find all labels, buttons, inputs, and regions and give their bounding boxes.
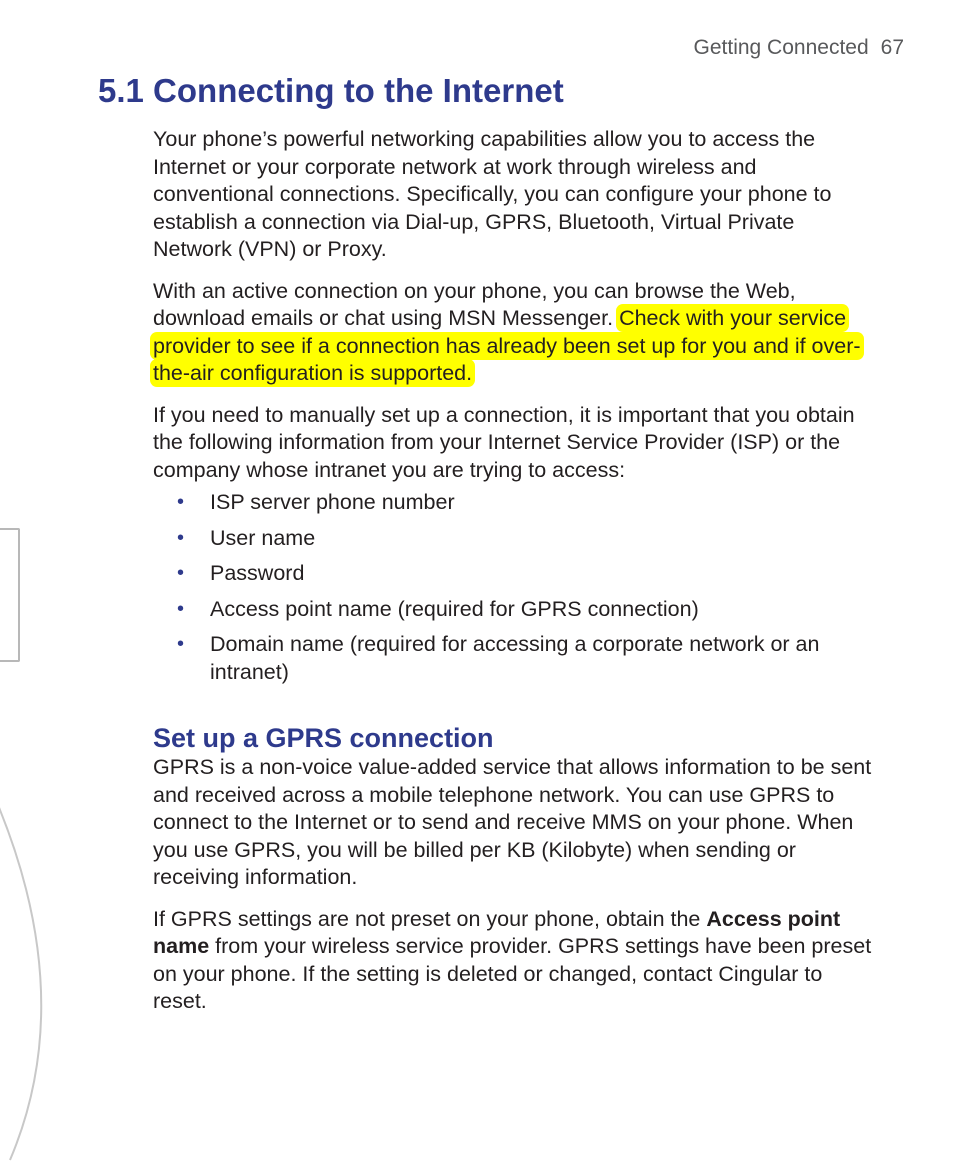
bullet-icon: • [177,562,185,584]
list-item [153,525,873,553]
page-content [153,126,873,1030]
list-item-text: Domain name (required for accessing a corporate network or an intranet) [210,632,820,684]
page-edge-arc [0,0,60,1173]
gprs-paragraph-2-text-before: If GPRS settings are not preset on your phone, obtain the [153,906,701,931]
list-item [153,596,873,624]
access-point-name-term: Access point name [153,906,841,958]
list-item-text: User name [210,525,316,550]
list-item [153,631,873,686]
list-item [153,560,873,588]
bullet-icon: • [177,526,185,549]
list-item-text: ISP server phone number [210,490,455,514]
requirements-list [153,489,873,686]
page-title: 5.1 Connecting to the Internet [98,72,564,109]
chapter-name: Getting Connected [693,36,869,59]
gprs-paragraph-2 [153,906,873,1016]
list-item-text: Access point name (required for GPRS connection) [210,596,699,621]
bullet-icon: • [177,597,185,620]
highlighted-text: Check with your service provider to see if a connection has already been set up for you and if over-the-air configuration is supported. [150,304,864,387]
bullet-icon: • [177,633,185,655]
list-item [153,489,873,517]
page-number: 67 [880,36,904,59]
intro-paragraph-2-text: With an active connection on your phone, you can browse the Web, download emails or chat using MSN Messenger. [153,278,796,330]
section-heading-gprs: Set up a GPRS connection [153,723,494,753]
gprs-paragraph-2-text-after: from your wireless service provider. GPRS settings have been preset on your phone. If the setting is deleted or changed, contact Cingular to reset. [153,934,872,1013]
bullet-icon: • [177,491,185,513]
running-header [694,36,904,60]
intro-paragraph-1: Your phone’s powerful networking capabilities allow you to access the Internet or your corporate network at work through wireless and conventional connections. Specifically, you can configure your phone to establish a connection via Dial-up, GPRS, Bluetooth, Virtual Private Network (VPN) or Proxy. [153,127,832,261]
intro-paragraph-2 [153,278,873,388]
gprs-paragraph-1: GPRS is a non-voice value-added service that allows information to be sent and received across a mobile telephone network. You can use GPRS to connect to the Internet or to send and receive MMS on your phone. When you use GPRS, you will be billed per KB (Kilobyte) when sending or receiving information. [153,755,872,889]
list-item-text: Password [210,561,305,585]
intro-paragraph-3: If you need to manually set up a connection, it is important that you obtain the following information from your Internet Service Provider (ISP) or the company whose intranet you are trying to access: [153,402,855,482]
